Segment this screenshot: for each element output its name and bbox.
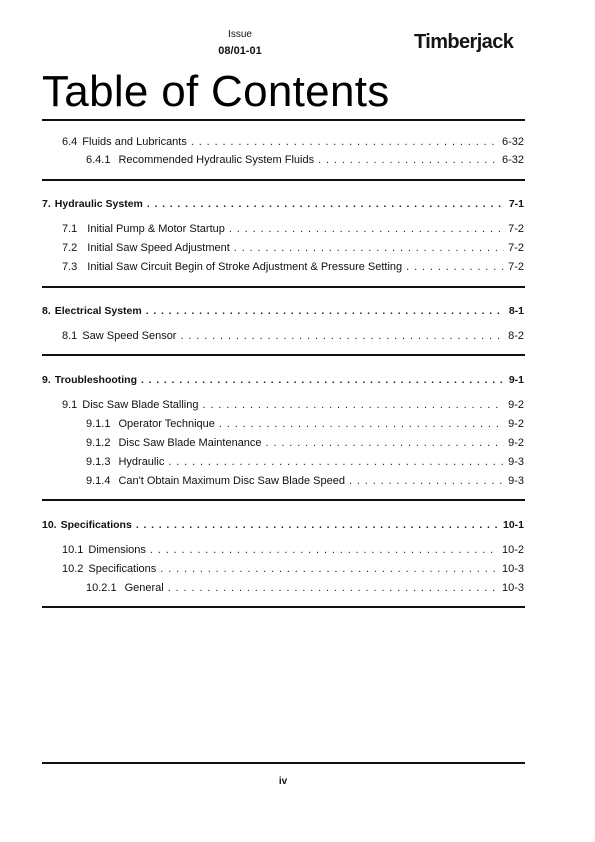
section-divider <box>42 179 525 181</box>
toc-label: General <box>124 582 164 594</box>
toc-leader <box>234 240 504 256</box>
toc-leader <box>146 303 505 319</box>
toc-number: 9.1.3 <box>86 456 111 468</box>
toc-number: 9.1.2 <box>86 437 111 449</box>
section-divider <box>42 354 525 356</box>
toc-leader <box>168 580 498 596</box>
toc-label: Disc Saw Blade Stalling <box>82 399 199 411</box>
issue-block <box>190 28 290 58</box>
toc-page: 9-1 <box>508 374 524 386</box>
toc-label: Hydraulic <box>118 456 165 468</box>
page-title: Table of Contents <box>42 67 390 116</box>
toc-entry-10-1[interactable] <box>0 542 524 558</box>
toc-number: 9.1.1 <box>86 418 111 430</box>
toc-entry-9-1-1[interactable] <box>0 416 524 432</box>
toc-page: 10-3 <box>501 582 524 594</box>
toc-page: 7-2 <box>508 242 524 254</box>
toc-label: Recommended Hydraulic System Fluids <box>118 154 315 166</box>
toc-number: 9.1 <box>62 399 78 411</box>
toc-leader <box>147 196 505 212</box>
toc-leader <box>266 435 505 451</box>
toc-page: 9-2 <box>508 418 524 430</box>
section-divider <box>42 286 525 288</box>
toc-entry-7-1[interactable] <box>0 221 524 237</box>
toc-leader <box>160 561 498 577</box>
brand-logo: Timberjack <box>414 31 514 53</box>
issue-date: 08/01-01 <box>218 45 262 57</box>
toc-entry-6-4[interactable] <box>0 134 524 150</box>
page-number: iv <box>278 776 288 787</box>
toc-label: Electrical System <box>54 305 142 317</box>
toc-label: Troubleshooting <box>54 374 138 386</box>
toc-leader <box>168 454 504 470</box>
toc-number: 9.1.4 <box>86 475 111 487</box>
toc-label: Saw Speed Sensor <box>82 330 177 342</box>
toc-label: Disc Saw Blade Maintenance <box>118 437 262 449</box>
toc-number: 10.2.1 <box>86 582 117 594</box>
toc-page: 9-3 <box>508 456 524 468</box>
toc-label: Hydraulic System <box>54 198 143 210</box>
toc-page: 10-3 <box>501 563 524 575</box>
toc-page: 10-2 <box>501 544 524 556</box>
toc-entry-6-4-1[interactable] <box>0 152 524 168</box>
toc-leader <box>406 259 504 275</box>
toc-label: Initial Saw Speed Adjustment <box>87 242 230 254</box>
toc-entry-7-3[interactable] <box>0 259 524 275</box>
toc-number: 8.1 <box>62 330 78 342</box>
toc-number: 7.2 <box>62 242 78 254</box>
toc-number: 6.4 <box>62 136 78 148</box>
issue-label: Issue <box>228 29 252 40</box>
toc-leader <box>202 397 504 413</box>
toc-leader <box>349 473 504 489</box>
toc-number: 10.2 <box>62 563 84 575</box>
toc-leader <box>141 372 505 388</box>
toc-entry-9-1-4[interactable] <box>0 473 524 489</box>
toc-number: 9. <box>42 374 51 386</box>
toc-number: 7.3 <box>62 261 78 273</box>
toc-page: 7-2 <box>508 261 524 273</box>
toc-entry-7-2[interactable] <box>0 240 524 256</box>
section-divider <box>42 606 525 608</box>
toc-entry-8[interactable] <box>0 303 524 319</box>
toc-leader <box>180 328 504 344</box>
toc-number: 8. <box>42 305 51 317</box>
toc-label: Operator Technique <box>118 418 215 430</box>
toc-page: 8-1 <box>508 305 524 317</box>
toc-page: 6-32 <box>501 136 524 148</box>
toc-entry-9-1[interactable] <box>0 397 524 413</box>
toc-entry-8-1[interactable] <box>0 328 524 344</box>
toc-number: 7. <box>42 198 51 210</box>
toc-page: 8-2 <box>508 330 524 342</box>
toc-label: Dimensions <box>88 544 146 556</box>
toc-entry-10[interactable] <box>0 517 524 533</box>
toc-entry-7[interactable] <box>0 196 524 212</box>
toc-number: 10. <box>42 519 57 531</box>
title-divider <box>42 119 525 121</box>
toc-entry-10-2-1[interactable] <box>0 580 524 596</box>
toc-entry-9-1-3[interactable] <box>0 454 524 470</box>
toc-leader <box>150 542 498 558</box>
toc-label: Fluids and Lubricants <box>82 136 187 148</box>
toc-label: Initial Saw Circuit Begin of Stroke Adjustment & Pressure Setting <box>87 261 403 273</box>
section-divider <box>42 499 525 501</box>
toc-leader <box>318 152 498 168</box>
toc-entry-9-1-2[interactable] <box>0 435 524 451</box>
toc-label: Specifications <box>88 563 157 575</box>
toc-label: Can't Obtain Maximum Disc Saw Blade Speed <box>118 475 345 487</box>
toc-page: 9-3 <box>508 475 524 487</box>
toc-leader <box>229 221 504 237</box>
toc-leader <box>136 517 499 533</box>
toc-number: 7.1 <box>62 223 78 235</box>
toc-number: 6.4.1 <box>86 154 111 166</box>
toc-leader <box>219 416 504 432</box>
toc-entry-10-2[interactable] <box>0 561 524 577</box>
toc-page: 9-2 <box>508 437 524 449</box>
toc-entry-9[interactable] <box>0 372 524 388</box>
footer-divider <box>42 762 525 764</box>
toc-page: 7-1 <box>508 198 524 210</box>
toc-number: 10.1 <box>62 544 84 556</box>
toc-page: 9-2 <box>508 399 524 411</box>
toc-page: 10-1 <box>502 519 524 531</box>
toc-leader <box>191 134 498 150</box>
toc-page: 6-32 <box>501 154 524 166</box>
toc-label: Specifications <box>60 519 132 531</box>
toc-page: 7-2 <box>508 223 524 235</box>
toc-label: Initial Pump & Motor Startup <box>87 223 225 235</box>
